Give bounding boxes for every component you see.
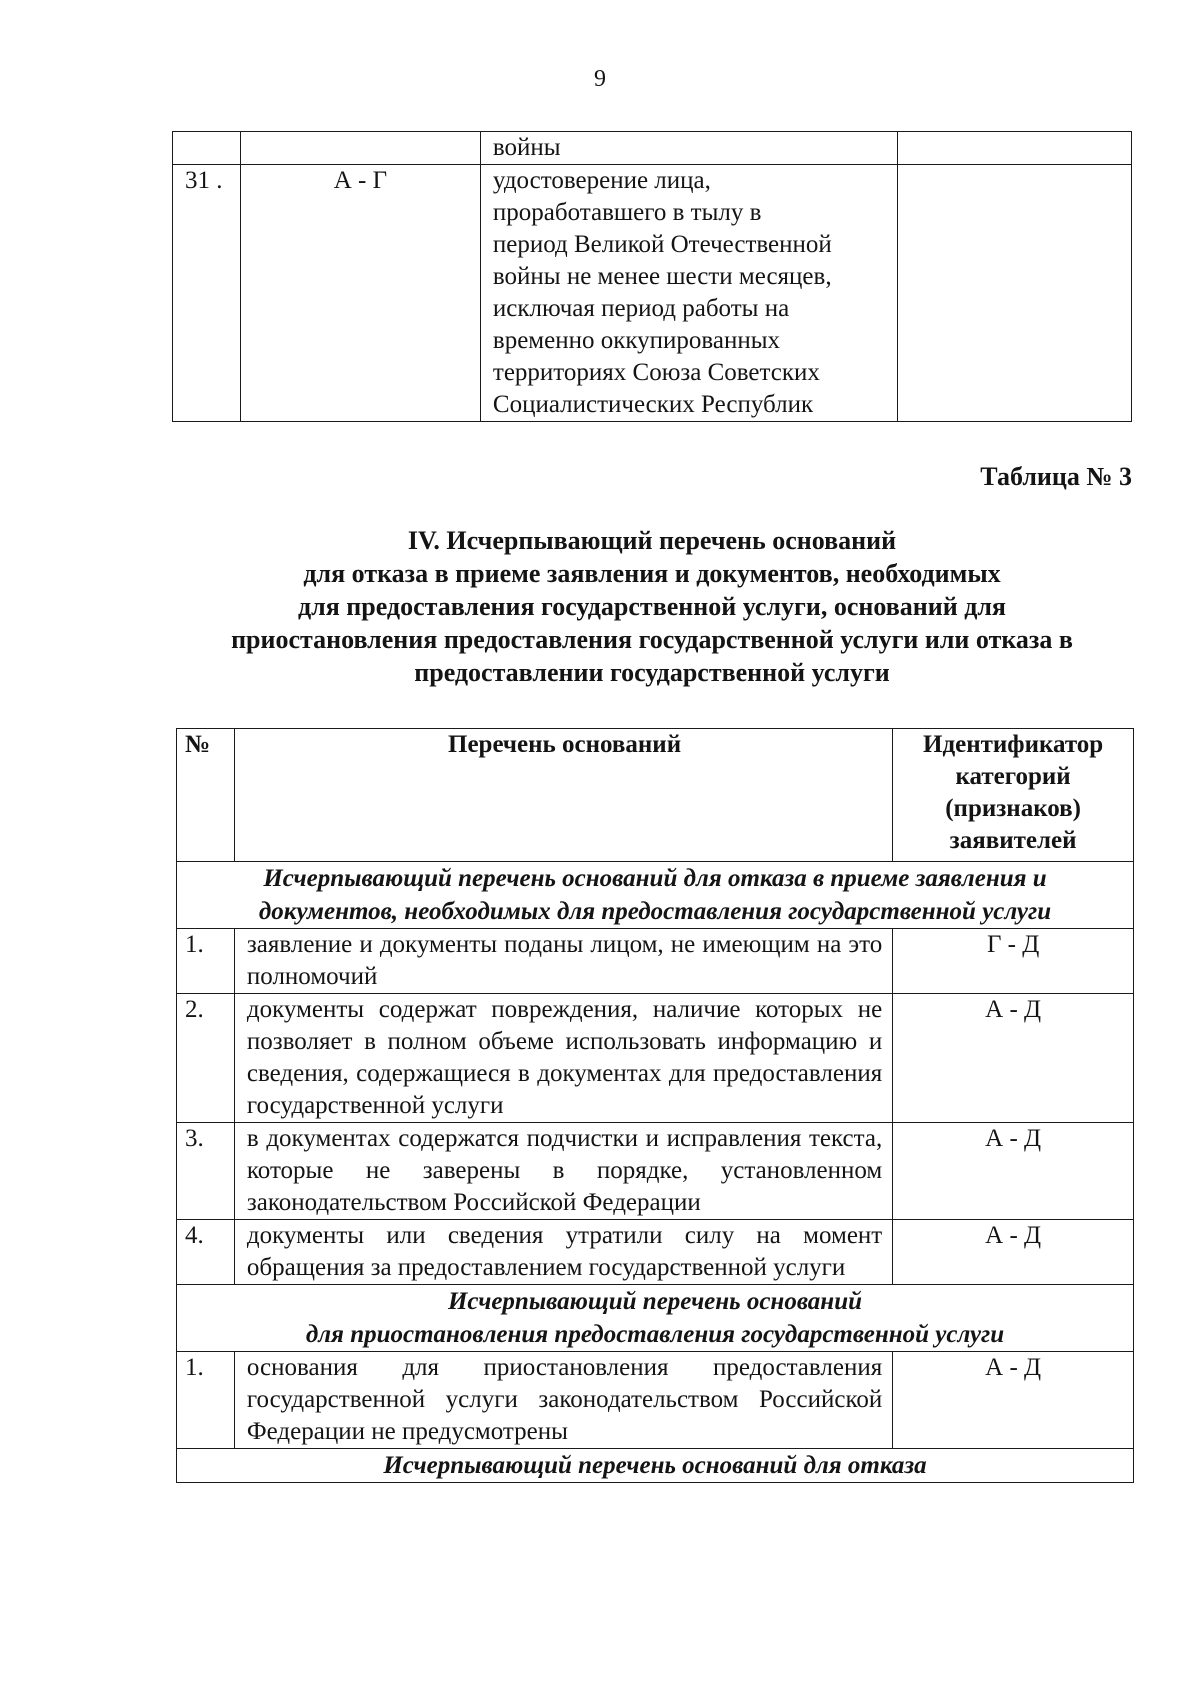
section-heading-line: Исчерпывающий перечень оснований для отказа [383,1452,927,1479]
header-line: заявителей [949,827,1077,854]
text-line: исключая период работы на [492,295,790,322]
row-number-cell [173,132,241,165]
row-number-cell: 31 . [173,165,241,422]
section-heading-row [177,1285,1134,1352]
section-heading-line: Исчерпывающий перечень оснований [447,1288,862,1315]
extra-cell [898,132,1132,165]
page-number: 9 [594,66,606,92]
identifier-cell: Г - Д [893,929,1134,994]
row-number-cell: 1. [177,929,235,994]
text-line: войны не менее шести месяцев, [492,263,832,290]
table-row [173,165,1132,422]
row-number-cell: 2. [177,994,235,1123]
section-heading-line: для приостановления предоставления государственной услуги [305,1321,1005,1348]
title-line: IV. Исчерпывающий перечень оснований [407,526,897,555]
title-line: для отказа в приеме заявления и документов, необходимых [303,559,1001,588]
table-row [173,132,1132,165]
reason-cell: документы содержат повреждения, наличие которых не позволяет в полном объеме использовать информацию и сведения, содержащиеся в документах для предоставления государственной услуги [234,994,892,1123]
table-row [177,994,1134,1123]
row-number-cell: 1. [177,1352,235,1449]
row-number-cell: 3. [177,1123,235,1220]
reason-cell: основания для приостановления предоставления государственной услуги законодательством Российской Федерации не предусмотрены [234,1352,892,1449]
text-line: удостоверение лица, [492,167,711,194]
section-heading [177,1285,1134,1352]
text-line: проработавшего в тылу в [492,199,762,226]
table-row [177,929,1134,994]
reason-cell: заявление и документы поданы лицом, не имеющим на это полномочий [234,929,892,994]
table-row [177,1123,1134,1220]
header-reasons: Перечень оснований [234,729,892,862]
section-heading [177,1449,1134,1483]
section-heading-line: Исчерпывающий перечень оснований для отказа в приеме заявления и [263,865,1047,892]
identifier-cell: А - Д [893,1352,1134,1449]
extra-cell [898,165,1132,422]
table-row [177,1352,1134,1449]
text-line: территориях Союза Советских [492,359,820,386]
reason-cell: в документах содержатся подчистки и исправления текста, которые не заверены в порядке, установленном законодательством Российской Федерации [234,1123,892,1220]
title-line: для предоставления государственной услуги, оснований для [297,592,1007,621]
title-line: предоставлении государственной услуги [414,658,890,687]
text-line: временно оккупированных [492,327,781,354]
title-line: приостановления предоставления государственной услуги или отказа в [231,625,1073,654]
table-row [177,1220,1134,1285]
identifier-cell: А - Д [893,994,1134,1123]
continuation-table [172,131,1132,422]
table-header-row [177,729,1134,862]
header-line: категорий [955,763,1071,790]
grounds-table [176,728,1134,1483]
section-heading-line: документов, необходимых для предоставления государственной услуги [258,898,1052,925]
text-line: Социалистических Республик [492,391,814,418]
reason-cell: документы или сведения утратили силу на момент обращения за предоставлением государственной услуги [234,1220,892,1285]
category-id-cell [240,132,480,165]
row-number-cell: 4. [177,1220,235,1285]
header-line: Идентификатор [923,731,1104,758]
header-number: № [177,729,235,862]
header-line: (признаков) [945,795,1081,822]
header-identifier [893,729,1134,862]
section-heading-row [177,862,1134,929]
text-line: период Великой Отечественной [492,231,832,258]
identifier-cell: А - Д [893,1220,1134,1285]
identifier-cell: А - Д [893,1123,1134,1220]
document-name-cell [480,165,897,422]
section-heading [177,862,1134,929]
table-label: Таблица № 3 [980,462,1132,491]
document-name-cell: войны [480,132,897,165]
section-title [172,524,1132,689]
section-heading-row [177,1449,1134,1483]
category-id-cell: А - Г [240,165,480,422]
